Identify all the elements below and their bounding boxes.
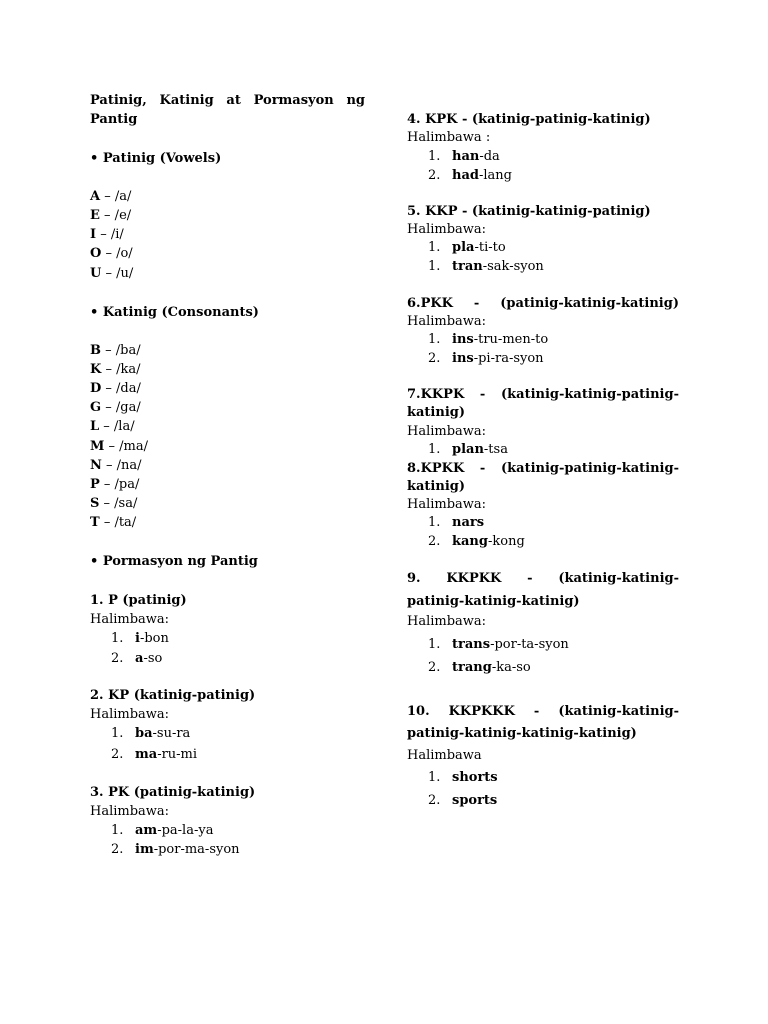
title-line-2: Pantig: [90, 112, 138, 127]
vowels-heading: • Patinig (Vowels): [90, 151, 222, 166]
list-item: 1. plan-tsa: [428, 442, 508, 457]
section-heading-cont: patinig-katinig-katinig-katinig): [407, 726, 637, 741]
consonant-item: K – /ka/: [90, 362, 141, 377]
vowel-item: O – /o/: [90, 246, 133, 261]
vowel-item: E – /e/: [90, 208, 132, 223]
list-item: 1. ba-su-ra: [111, 726, 191, 741]
list-item: 1. trans-por-ta-syon: [428, 637, 569, 652]
list-item: 1. nars: [428, 515, 485, 530]
consonant-item: G – /ga/: [90, 400, 141, 415]
list-item: 2. ma-ru-mi: [111, 747, 198, 762]
list-item: 2. kang-kong: [428, 534, 525, 549]
pormasyon-heading: • Pormasyon ng Pantig: [90, 554, 258, 569]
section-heading: 1. P (patinig): [90, 593, 187, 608]
consonant-item: M – /ma/: [90, 439, 148, 454]
consonant-item: L – /la/: [90, 419, 135, 434]
section-heading: 7.KKPK - (katinig-katinig-patinig-: [407, 387, 679, 402]
example-label: Halimbawa:: [90, 612, 170, 627]
example-label: Halimbawa:: [407, 614, 487, 629]
example-label: Halimbawa:: [407, 222, 487, 237]
section-heading: 4. KPK - (katinig-patinig-katinig): [407, 112, 651, 127]
consonant-item: T – /ta/: [90, 515, 137, 530]
section-heading: 8.KPKK - (katinig-patinig-katinig-: [407, 461, 679, 476]
example-label: Halimbawa:: [90, 804, 170, 819]
list-item: 1. shorts: [428, 770, 498, 785]
section-heading-cont: katinig): [407, 479, 466, 494]
consonants-heading: • Katinig (Consonants): [90, 305, 259, 320]
section-heading: 10. KKPKKK - (katinig-katinig-: [407, 704, 679, 719]
example-label: Halimbawa:: [90, 707, 170, 722]
list-item: 1. pla-ti-to: [428, 240, 506, 255]
vowel-item: I – /i/: [90, 227, 124, 242]
section-heading: 5. KKP - (katinig-katinig-patinig): [407, 204, 651, 219]
section-heading: 6.PKK - (patinig-katinig-katinig): [407, 296, 679, 311]
list-item: 2. im-por-ma-syon: [111, 842, 240, 857]
list-item: 1. tran-sak-syon: [428, 259, 544, 274]
example-label: Halimbawa :: [407, 130, 491, 145]
section-heading: 2. KP (katinig-patinig): [90, 688, 256, 703]
list-item: 1. ins-tru-men-to: [428, 332, 549, 347]
list-item: 1. han-da: [428, 149, 500, 164]
vowel-item: U – /u/: [90, 266, 134, 281]
section-heading-cont: patinig-katinig-katinig): [407, 594, 580, 609]
list-item: 2. sports: [428, 793, 498, 808]
example-label: Halimbawa:: [407, 497, 487, 512]
list-item: 2. a-so: [111, 651, 163, 666]
example-label: Halimbawa: [407, 748, 482, 763]
list-item: 2. trang-ka-so: [428, 660, 531, 675]
section-heading-cont: katinig): [407, 405, 466, 420]
example-label: Halimbawa:: [407, 424, 487, 439]
list-item: 2. ins-pi-ra-syon: [428, 351, 544, 366]
list-item: 1. i-bon: [111, 631, 169, 646]
list-item: 2. had-lang: [428, 168, 512, 183]
vowel-item: A – /a/: [90, 189, 132, 204]
consonant-item: B – /ba/: [90, 343, 141, 358]
section-heading: 9. KKPKK - (katinig-katinig-: [407, 571, 679, 586]
section-heading: 3. PK (patinig-katinig): [90, 785, 256, 800]
list-item: 1. am-pa-la-ya: [111, 823, 214, 838]
example-label: Halimbawa:: [407, 314, 487, 329]
consonant-item: S – /sa/: [90, 496, 138, 511]
consonant-item: N – /na/: [90, 458, 142, 473]
consonant-item: P – /pa/: [90, 477, 140, 492]
title-line-1: Patinig, Katinig at Pormasyon ng: [90, 93, 365, 108]
consonant-item: D – /da/: [90, 381, 141, 396]
